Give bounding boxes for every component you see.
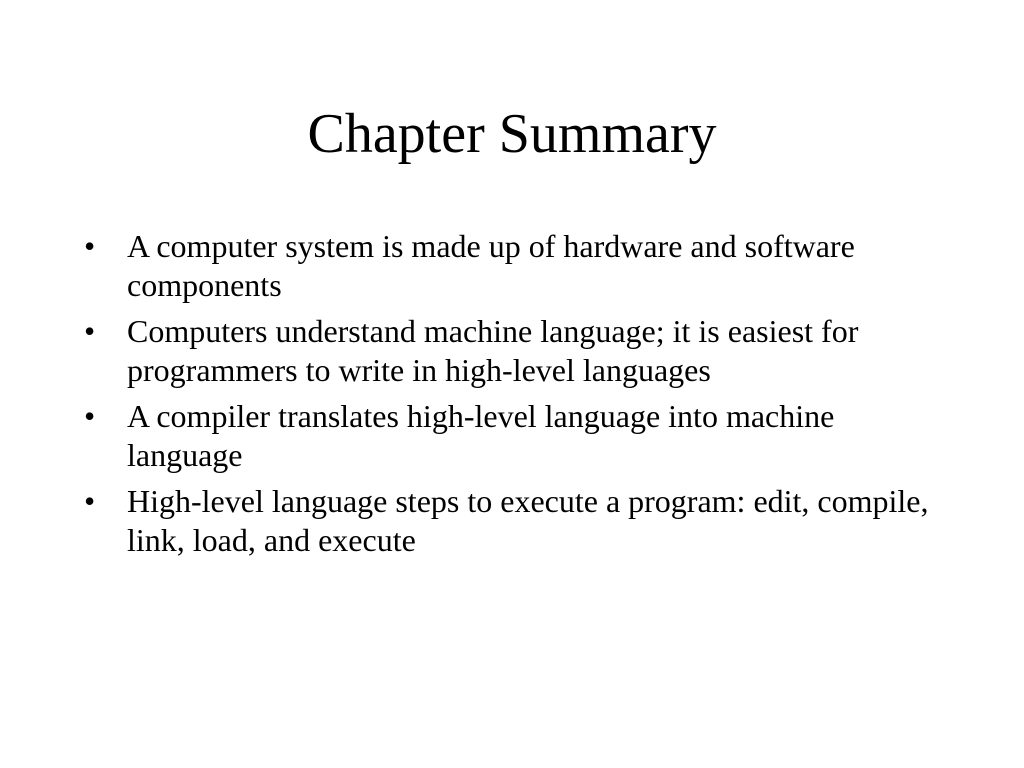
bullet-marker-icon: • bbox=[84, 398, 96, 434]
bullet-text: A computer system is made up of hardware and software components bbox=[127, 228, 855, 303]
bullet-text: A compiler translates high-level language into machine language bbox=[127, 398, 835, 473]
bullet-text: Computers understand machine language; it is easiest for programmers to write in high-level languages bbox=[127, 313, 859, 388]
bullet-item bbox=[84, 397, 934, 475]
slide-title: Chapter Summary bbox=[307, 103, 717, 165]
bullet-item bbox=[84, 227, 934, 305]
bullet-marker-icon: • bbox=[84, 228, 96, 264]
bullet-list bbox=[84, 227, 934, 567]
bullet-marker-icon: • bbox=[84, 483, 96, 519]
bullet-text: High-level language steps to execute a program: edit, compile, link, load, and execute bbox=[127, 483, 929, 558]
bullet-item bbox=[84, 482, 934, 560]
bullet-marker-icon: • bbox=[84, 313, 96, 349]
bullet-item bbox=[84, 312, 934, 390]
